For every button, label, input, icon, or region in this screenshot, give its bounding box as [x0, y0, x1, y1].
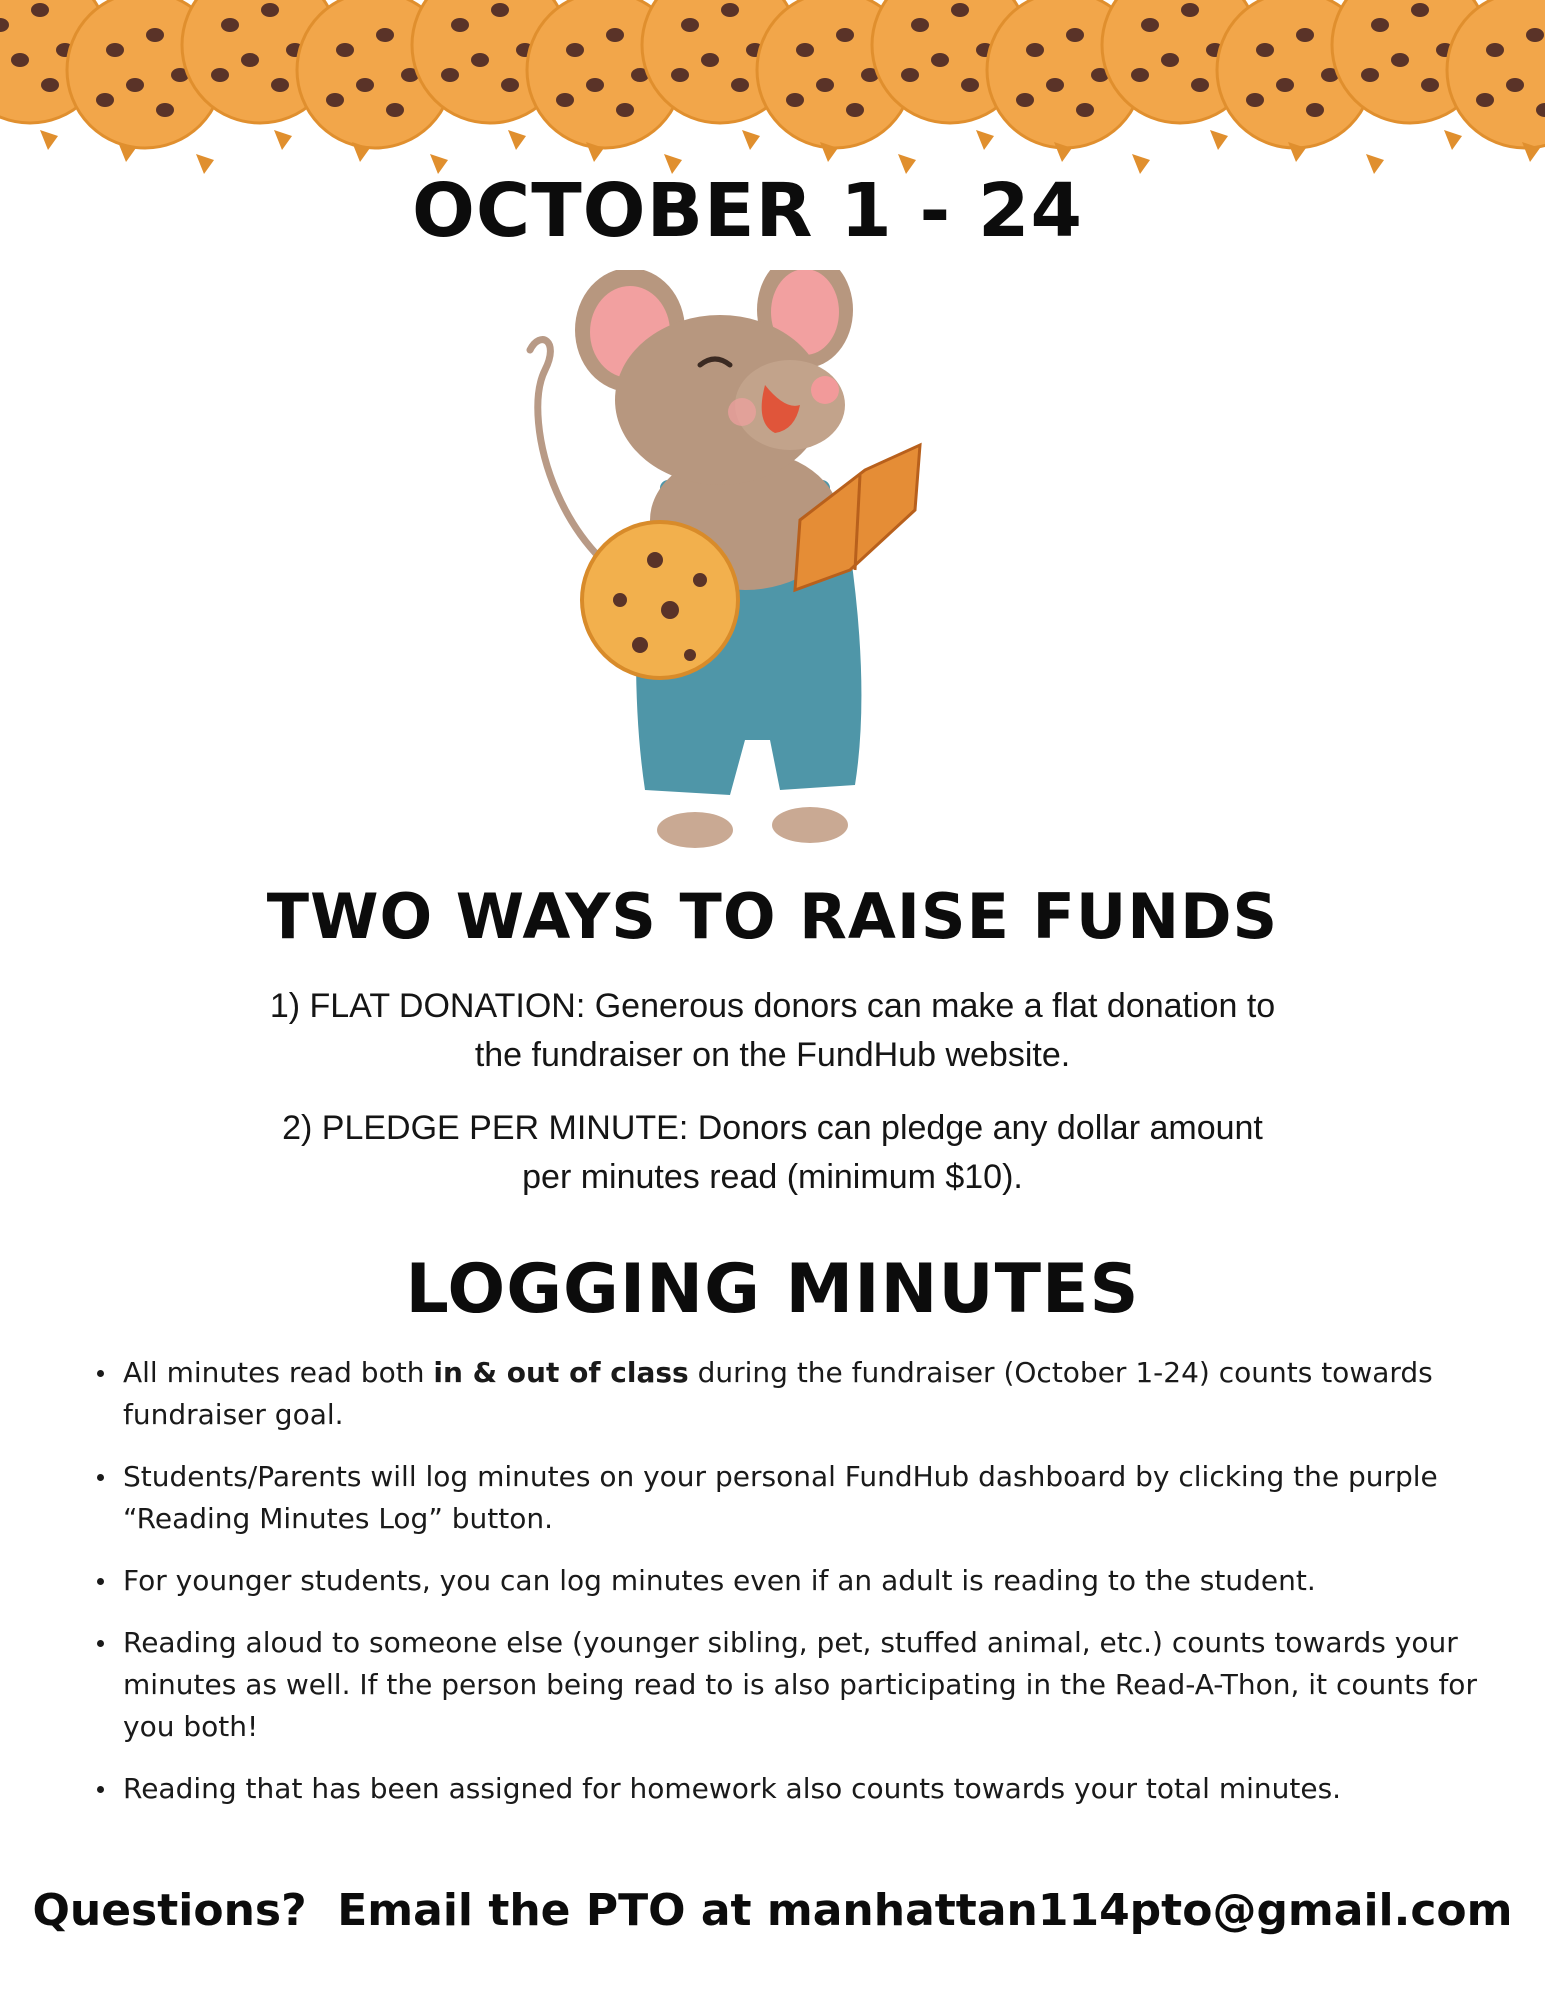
contact-footer: [0, 1885, 1545, 1936]
logging-minutes-heading: LOGGING MINUTES: [405, 1250, 1140, 1329]
two-ways-heading: TWO WAYS TO RAISE FUNDS: [266, 880, 1279, 953]
pledge-line-2: per minutes read (minimum $10).: [522, 1158, 1023, 1196]
logging-rules-list: [95, 1352, 1495, 1830]
flat-donation-line-1: 1) FLAT DONATION: Generous donors can make a flat donation to: [269, 987, 1276, 1025]
pto-email-link[interactable]: manhattan114pto@gmail.com: [766, 1885, 1513, 1936]
flat-donation-text: [0, 982, 1545, 1080]
rule-1-pre: All minutes read both: [123, 1356, 434, 1389]
list-item: For younger students, you can log minutes even if an adult is reading to the student.: [95, 1560, 1495, 1602]
cookie-border-icon: [0, 0, 1545, 175]
list-item: Students/Parents will log minutes on your personal FundHub dashboard by clicking the purple “Reading Minutes Log” button.: [95, 1456, 1495, 1540]
list-item: Reading aloud to someone else (younger sibling, pet, stuffed animal, etc.) counts towards your minutes as well. If the person being read to is also participating in the Read-A-Thon, it counts for you both!: [95, 1622, 1495, 1748]
footer-question: Questions? Email the PTO at: [32, 1885, 767, 1936]
list-item: [95, 1352, 1495, 1436]
date-range-title: OCTOBER 1 - 24: [411, 168, 1083, 254]
flat-donation-line-2: the fundraiser on the FundHub website.: [474, 1036, 1071, 1074]
list-item: Reading that has been assigned for homework also counts towards your total minutes.: [95, 1768, 1495, 1810]
mouse-reading-book-icon: [520, 270, 1040, 870]
pledge-line-1: 2) PLEDGE PER MINUTE: Donors can pledge any dollar amount: [282, 1109, 1263, 1147]
pledge-per-minute-text: [0, 1104, 1545, 1202]
rule-1-bold: in & out of class: [433, 1356, 689, 1389]
rule-1-post: during the fundraiser (October 1-24) counts towards fundraiser goal.: [123, 1356, 1433, 1431]
